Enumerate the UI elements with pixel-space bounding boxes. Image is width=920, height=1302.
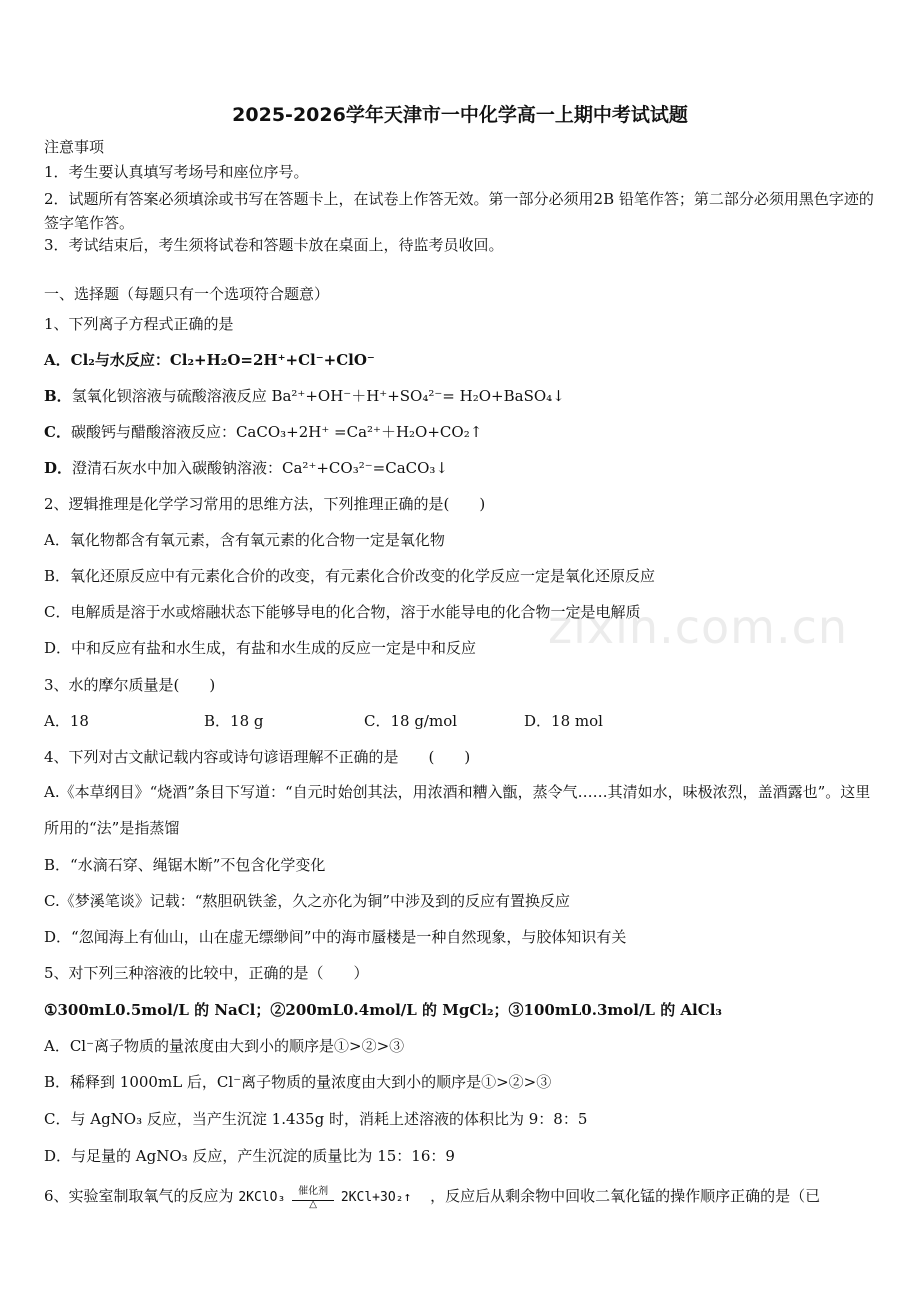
q6-eq-right: 2KCl+3O₂↑ (340, 1190, 412, 1205)
q4-stem: 4、下列对古文献记载内容或诗句谚语理解不正确的是 ( ) (44, 748, 471, 766)
q3-option-c: C．18 g/mol (364, 712, 458, 730)
q1-a-label: A． (44, 351, 71, 369)
q1-option-d (44, 458, 880, 478)
q6-stem-after: ，反应后从剩余物中回收二氧化锰的操作顺序正确的是（已 (430, 1187, 821, 1205)
q3-stem: 3、水的摩尔质量是( ) (44, 676, 216, 694)
q5-stem: 5、对下列三种溶液的比较中，正确的是（ ） (44, 964, 369, 982)
exam-title: 2025-2026学年天津市一中化学高一上期中考试试题 (232, 104, 688, 126)
q6-reaction-arrow (292, 1186, 334, 1209)
q3-options (44, 711, 880, 731)
q1-stem: 1、下列离子方程式正确的是 (44, 315, 234, 333)
q3-option-d: D．18 mol (524, 712, 603, 730)
notice-item-1: 1．考生要认真填写考场号和座位序号。 (44, 163, 309, 181)
q4-option-d: D．“忽闻海上有仙山，山在虚无缥缈间”中的海市蜃楼是一种自然现象，与胶体知识有关 (44, 928, 627, 946)
q5-option-a: A．Cl⁻离子物质的量浓度由大到小的顺序是①>②>③ (44, 1037, 405, 1055)
q2-option-a: A．氧化物都含有氧元素，含有氧元素的化合物一定是氧化物 (44, 531, 445, 549)
q1-c-label: C． (44, 423, 71, 441)
q4-option-c: C.《梦溪笔谈》记载：“熬胆矾铁釜，久之亦化为铜”中涉及到的反应有置换反应 (44, 892, 571, 910)
notice-item-3: 3．考试结束后，考生须将试卷和答题卡放在桌面上，待监考员收回。 (44, 236, 504, 254)
q1-b-label: B． (44, 387, 72, 405)
q6-stem (44, 1186, 880, 1209)
q3-option-b: B．18 g (204, 712, 264, 730)
q5-option-c: C．与 AgNO₃ 反应，当产生沉淀 1.435g 时，消耗上述溶液的体积比为 9：8：5 (44, 1110, 588, 1128)
q6-heat-symbol: △ (309, 1199, 317, 1210)
notice-item-2: 2．试题所有答案必须填涂或书写在答题卡上，在试卷上作答无效。第一部分必须用2B 铅笔作答；第二部分必须用黑色字迹的签字笔作答。 (44, 190, 874, 232)
q6-stem-before: 6、实验室制取氧气的反应为 (44, 1187, 234, 1205)
q1-option-a (44, 350, 880, 370)
notice-heading: 注意事项 (44, 138, 105, 156)
q6-eq-left: 2KClO₃ (238, 1190, 286, 1205)
q2-option-b: B．氧化还原反应中有元素化合价的改变，有元素化合价改变的化学反应一定是氧化还原反应 (44, 567, 656, 585)
q1-a-text: Cl₂与水反应：Cl₂+H₂O=2H⁺+Cl⁻+ClO⁻ (70, 351, 375, 369)
q4-option-b: B．“水滴石穿、绳锯木断”不包含化学变化 (44, 856, 326, 874)
q3-option-a: A．18 (44, 712, 89, 730)
section-heading: 一、选择题（每题只有一个选项符合题意） (44, 285, 330, 303)
q2-option-c: C．电解质是溶于水或熔融状态下能够导电的化合物，溶于水能导电的化合物一定是电解质 (44, 603, 641, 621)
q1-d-label: D． (44, 459, 73, 477)
q5-option-b: B．稀释到 1000mL 后，Cl⁻离子物质的量浓度由大到小的顺序是①>②>③ (44, 1073, 552, 1091)
q2-stem: 2、逻辑推理是化学学习常用的思维方法，下列推理正确的是( ) (44, 495, 486, 513)
q1-option-b (44, 386, 880, 406)
q6-catalyst-label: 催化剂 (298, 1186, 329, 1197)
q1-b-text: 氢氧化钡溶液与硫酸溶液反应 Ba²⁺+OH⁻＋H⁺+SO₄²⁻= H₂O+BaSO₄↓ (71, 387, 565, 405)
q1-option-c (44, 422, 880, 442)
q4-option-a: A.《本草纲目》“烧酒”条目下写道：“自元时始创其法，用浓酒和糟入甑，蒸令气……其清如水，味极浓烈，盖酒露也”。这里所用的“法”是指蒸馏 (44, 783, 871, 837)
q2-option-d: D．中和反应有盐和水生成，有盐和水生成的反应一定是中和反应 (44, 639, 477, 657)
watermark: zixin.com.cn (548, 600, 849, 654)
q1-c-text: 碳酸钙与醋酸溶液反应：CaCO₃+2H⁺ =Ca²⁺＋H₂O+CO₂↑ (70, 423, 483, 441)
q5-option-d: D．与足量的 AgNO₃ 反应，产生沉淀的质量比为 15：16：9 (44, 1147, 455, 1165)
q1-d-text: 澄清石灰水中加入碳酸钠溶液：Ca²⁺+CO₃²⁻=CaCO₃↓ (72, 459, 448, 477)
q5-solutions: ①300mL0.5mol/L 的 NaCl；②200mL0.4mol/L 的 MgCl₂；③100mL0.3mol/L 的 AlCl₃ (44, 1001, 722, 1019)
